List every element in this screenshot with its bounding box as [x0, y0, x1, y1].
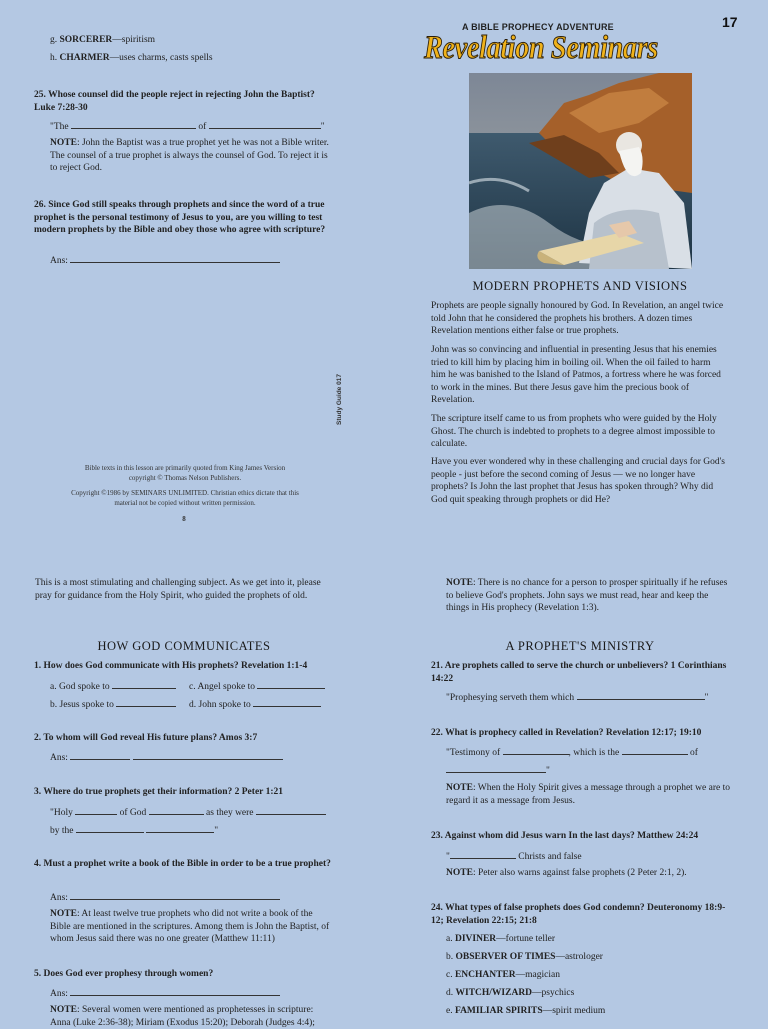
fill-in-line: [189, 679, 325, 694]
side-note: Study Guide 017: [336, 374, 343, 425]
list-item: [446, 987, 574, 1000]
note: [50, 908, 334, 946]
question-1: 1. How does God communicate with His prophets? Revelation 1:1-4: [34, 661, 308, 671]
answer-line: [50, 986, 280, 1001]
list-item: [50, 52, 213, 65]
item-term: CHARMER: [59, 53, 110, 63]
answer-blank[interactable]: [71, 119, 196, 129]
note-text: : When the Holy Spirit gives a message through a prophet we are to regard it as a message from Jesus.: [446, 783, 730, 806]
paragraph: John was so convincing and influential in presenting Jesus that his enemies tried to kill him by placing him in boiling oil. When the oil failed to harm him he was banished to the Island of Patmos, a fortress where he was forced to work in the mines. But there Jesus gave him the precious book of Revelation.: [431, 345, 721, 406]
item-prefix: b.: [446, 952, 456, 962]
answer-blank[interactable]: [70, 253, 280, 263]
list-item: [446, 969, 560, 982]
fill-text: ": [546, 766, 550, 776]
question-21: 21. Are prophets called to serve the church or unbelievers? 1 Corinthians 14:22: [431, 661, 727, 684]
question-26: 26. Since God still speaks through prophets and since the word of a true prophet is the personal testimony of Jesus to you, are you willing to test modern prophets by the Bible and obey those who agree with scripture?: [34, 200, 326, 236]
answer-blank[interactable]: [112, 679, 176, 689]
fill-text: , which is the: [568, 748, 620, 758]
list-item: [446, 1005, 605, 1018]
fill-text: ": [446, 852, 450, 862]
fill-in-line: [50, 823, 218, 838]
answer-blank[interactable]: [253, 697, 321, 707]
ans-label: Ans:: [50, 893, 68, 903]
note-label: NOTE: [50, 909, 77, 919]
note-text: : At least twelve true prophets who did not write a book of the Bible are mentioned in the scriptures. Among them is John the Baptist, of whom Jesus said there was no one greater (Matthew 11:11): [50, 909, 330, 945]
note-label: NOTE: [446, 868, 473, 878]
fill-in-line: [446, 690, 708, 705]
answer-blank[interactable]: [70, 986, 280, 996]
fill-text: "The: [50, 122, 69, 132]
note-label: NOTE: [446, 578, 473, 588]
question-22: 22. What is prophecy called in Revelation? Revelation 12:17; 19:10: [431, 728, 702, 738]
fill-in-line: [446, 849, 582, 864]
item-prefix: d.: [446, 988, 456, 998]
answer-line: [50, 253, 280, 268]
logo-title: Revelation Seminars: [424, 30, 658, 66]
question-5: 5. Does God ever prophesy through women?: [34, 969, 214, 979]
fill-text: ": [214, 826, 219, 836]
question-4: 4. Must a prophet write a book of the Bible in order to be a true prophet?: [34, 859, 331, 869]
item-prefix: h.: [50, 53, 60, 63]
item-term: SORCERER: [59, 35, 113, 45]
note-label: NOTE: [446, 783, 473, 793]
answer-blank[interactable]: [577, 690, 705, 700]
item-def: —uses charms, casts spells: [109, 53, 213, 63]
question-23: 23. Against whom did Jesus warn In the last days? Matthew 24:24: [431, 831, 699, 841]
page-number: 17: [722, 14, 738, 30]
note-text: : Peter also warns against false prophets (2 Peter 2:1, 2).: [472, 868, 687, 878]
answer-blank[interactable]: [75, 805, 117, 815]
footer-line: copyright © Thomas Nelson Publishers.: [128, 474, 242, 482]
fill-text: of: [198, 122, 207, 132]
item-term: DIVINER: [454, 934, 497, 944]
fill-text: of: [689, 748, 698, 758]
fill-in-line: [446, 745, 698, 760]
answer-blank[interactable]: [116, 697, 176, 707]
list-item: [446, 933, 555, 946]
fill-text: Christs and false: [518, 852, 582, 862]
answer-blank[interactable]: [133, 750, 283, 760]
question-2: 2. To whom will God reveal His future plans? Amos 3:7: [34, 733, 258, 743]
note-text: : There is no chance for a person to prosper spiritually if he refuses to believe God's prophets. John says we must read, hear and keep the things in His prophecy (Revelation 1:3).: [446, 578, 728, 614]
fill-in-line: [446, 763, 550, 778]
note: [50, 1004, 334, 1029]
paragraph: Prophets are people signally honoured by God. In Revelation, an angel twice told John that he considered the prophets his brothers. A dozen times Revelation mentions either false or true prophets.: [431, 301, 724, 337]
item-def: —spirit medium: [542, 1006, 606, 1016]
fill-text: a. God spoke to: [50, 682, 110, 692]
answer-blank[interactable]: [149, 805, 204, 815]
question-24: 24. What types of false prophets does God condemn? Deuteronomy 18:9-12; Revelation 22:15; 21:8: [431, 903, 726, 926]
note: [446, 782, 730, 807]
series-label: A BIBLE PROPHECY ADVENTURE: [462, 22, 614, 32]
fill-text: of God: [119, 808, 147, 818]
note: [50, 137, 334, 175]
question-3: 3. Where do true prophets get their information? 2 Peter 1:21: [34, 787, 283, 797]
fill-text: ": [320, 122, 325, 132]
note-label: NOTE: [50, 1005, 77, 1015]
list-item: [446, 951, 603, 964]
item-prefix: e.: [446, 1006, 455, 1016]
fill-text: "Prophesying serveth them which: [446, 693, 575, 703]
item-prefix: a.: [446, 934, 455, 944]
fill-text: "Holy: [50, 808, 73, 818]
note: [446, 577, 730, 615]
item-prefix: g.: [50, 35, 60, 45]
answer-line: [50, 890, 280, 905]
footer-copyright: Copyright ©1986 by SEMINARS UNLIMITED. Christian ethics dictate that this material not be copied without written permission.: [71, 489, 299, 507]
item-prefix: c.: [446, 970, 455, 980]
fill-in-line: [50, 679, 176, 694]
item-term: WITCH/WIZARD: [455, 988, 533, 998]
note: [446, 867, 730, 880]
answer-blank[interactable]: [76, 823, 144, 833]
section-heading: A PROPHET'S MINISTRY: [505, 639, 655, 653]
answer-blank[interactable]: [209, 119, 321, 129]
intro-paragraph: This is a most stimulating and challenging subject. As we get into it, please pray for guidance from the Holy Spirit, who guided the prophets of old.: [35, 578, 321, 601]
item-def: —psychics: [532, 988, 575, 998]
answer-line: [50, 750, 283, 765]
paragraph: The scripture itself came to us from prophets who were guided by the Holy Ghost. The church is indebted to prophets to a degree almost impossible to calculate.: [431, 414, 717, 450]
footer-line: Bible texts in this lesson are primarily quoted from King James Version: [84, 464, 286, 472]
answer-blank[interactable]: [446, 763, 546, 773]
item-term: ENCHANTER: [454, 970, 516, 980]
answer-blank[interactable]: [70, 750, 130, 760]
fill-in-line: [50, 697, 176, 712]
item-term: FAMILIAR SPIRITS: [454, 1006, 543, 1016]
item-def: —astrologer: [555, 952, 603, 962]
answer-blank[interactable]: [257, 679, 325, 689]
note-label: NOTE: [50, 138, 77, 148]
answer-blank[interactable]: [450, 849, 516, 859]
fill-in-line: [189, 697, 321, 712]
footer-page: 8: [182, 515, 186, 523]
item-def: —spiritism: [112, 35, 156, 45]
prophet-writing-on-scroll-illustration: [469, 73, 692, 269]
section-heading: HOW GOD COMMUNICATES: [97, 639, 271, 653]
item-def: —fortune teller: [496, 934, 555, 944]
answer-blank[interactable]: [622, 745, 688, 755]
answer-blank[interactable]: [146, 823, 214, 833]
fill-text: d. John spoke to: [189, 700, 251, 710]
paragraph: Have you ever wondered why in these challenging and crucial days for God's people - just before the second coming of Jesus — we no longer have prophets? Is John the last prophet that Jesus has spoken through? Why did God quit speaking through prophets or did He?: [431, 457, 726, 505]
item-def: —magician: [515, 970, 560, 980]
list-item: [50, 34, 155, 47]
fill-text: by the: [50, 826, 74, 836]
fill-text: c. Angel spoke to: [189, 682, 255, 692]
fill-in-line: [50, 805, 326, 820]
note-text: : John the Baptist was a true prophet yet he was not a Bible writer. The counsel of a true prophet is always the counsel of God. To reject it is to reject God.: [50, 138, 329, 174]
ans-label: Ans:: [50, 989, 68, 999]
section-heading: MODERN PROPHETS AND VISIONS: [472, 279, 688, 293]
fill-in-line: [50, 119, 325, 134]
item-term: OBSERVER OF TIMES: [455, 952, 556, 962]
fill-text: as they were: [206, 808, 254, 818]
note-text: : Several women were mentioned as prophetesses in scripture: Anna (Luke 2:36-38); Miriam (Exodus 15:20); Deborah (Judges 4:4);: [50, 1005, 315, 1028]
ans-label: Ans:: [50, 256, 68, 266]
answer-blank[interactable]: [70, 890, 280, 900]
fill-text: "Testimony of: [446, 748, 501, 758]
question-25: 25. Whose counsel did the people reject in rejecting John the Baptist? Luke 7:28-30: [34, 90, 315, 113]
answer-blank[interactable]: [503, 745, 569, 755]
fill-text: b. Jesus spoke to: [50, 700, 114, 710]
fill-text: ": [704, 693, 709, 703]
answer-blank[interactable]: [256, 805, 326, 815]
ans-label: Ans:: [50, 753, 68, 763]
